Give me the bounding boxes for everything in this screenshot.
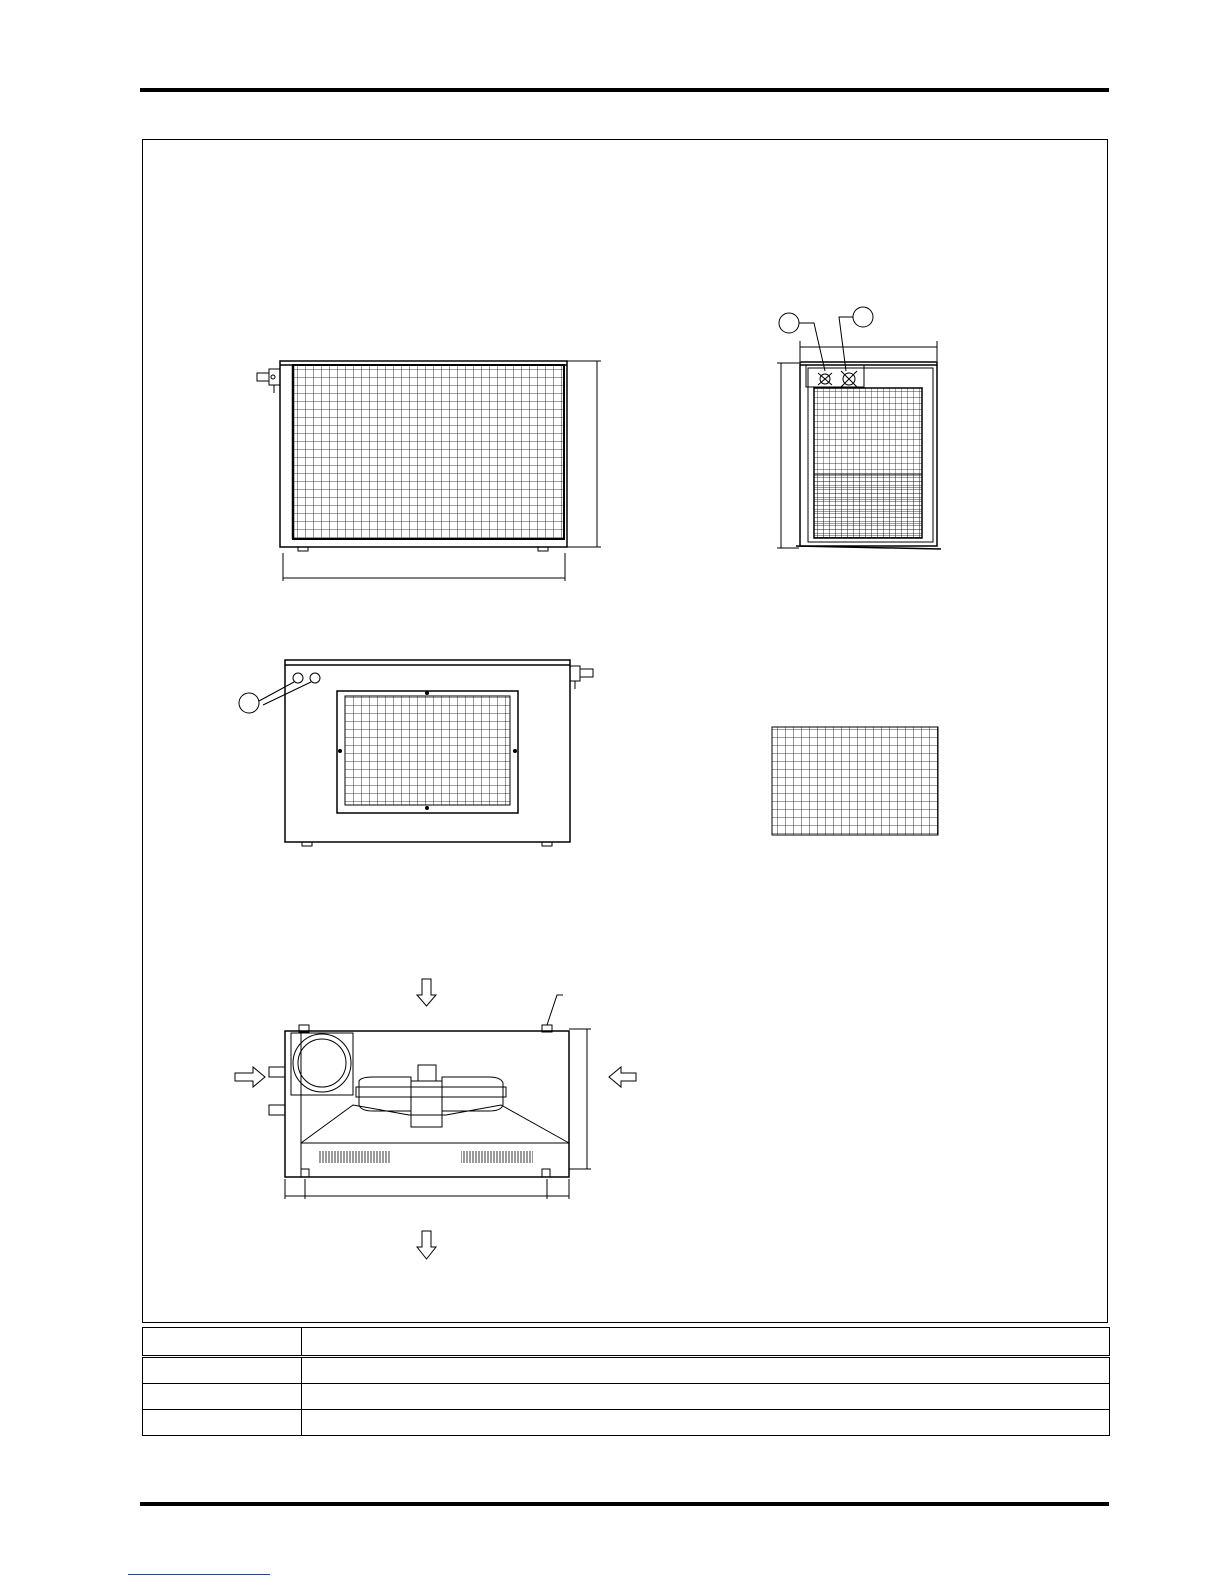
arrow-right-icon <box>235 1067 265 1087</box>
table-row <box>143 1384 1110 1410</box>
service-valve-icon <box>570 666 593 689</box>
table-cell-value <box>302 1328 1110 1357</box>
table-cell-value <box>302 1410 1110 1436</box>
front-view <box>257 361 601 581</box>
table-row <box>143 1357 1110 1384</box>
arrow-left-icon <box>609 1067 636 1087</box>
table-cell-label <box>143 1328 302 1357</box>
callout-circle-1 <box>779 313 799 333</box>
service-valve-icon <box>257 369 280 393</box>
footer-link[interactable] <box>128 1574 270 1575</box>
airflow-arrows <box>235 979 636 1259</box>
table-row <box>143 1328 1110 1357</box>
arrow-down-icon <box>417 1231 436 1259</box>
drawing-frame <box>142 139 1108 1323</box>
side-view <box>777 307 941 549</box>
rear-view <box>239 660 593 846</box>
technical-drawing <box>143 140 1109 1324</box>
callout-circle-2 <box>853 307 873 327</box>
table-cell-label <box>143 1357 302 1384</box>
table-cell-value <box>302 1357 1110 1384</box>
table-row <box>143 1410 1110 1436</box>
footer-rule <box>140 1502 1109 1506</box>
table-cell-label <box>143 1410 302 1436</box>
header-rule <box>140 88 1109 92</box>
table-cell-value <box>302 1384 1110 1410</box>
top-view <box>269 995 591 1199</box>
grille-detail <box>772 727 938 835</box>
callout-circle-3 <box>239 693 259 713</box>
spec-table <box>142 1327 1110 1436</box>
arrow-down-icon <box>417 979 436 1006</box>
table-cell-label <box>143 1384 302 1410</box>
fitting-icon <box>818 371 857 387</box>
